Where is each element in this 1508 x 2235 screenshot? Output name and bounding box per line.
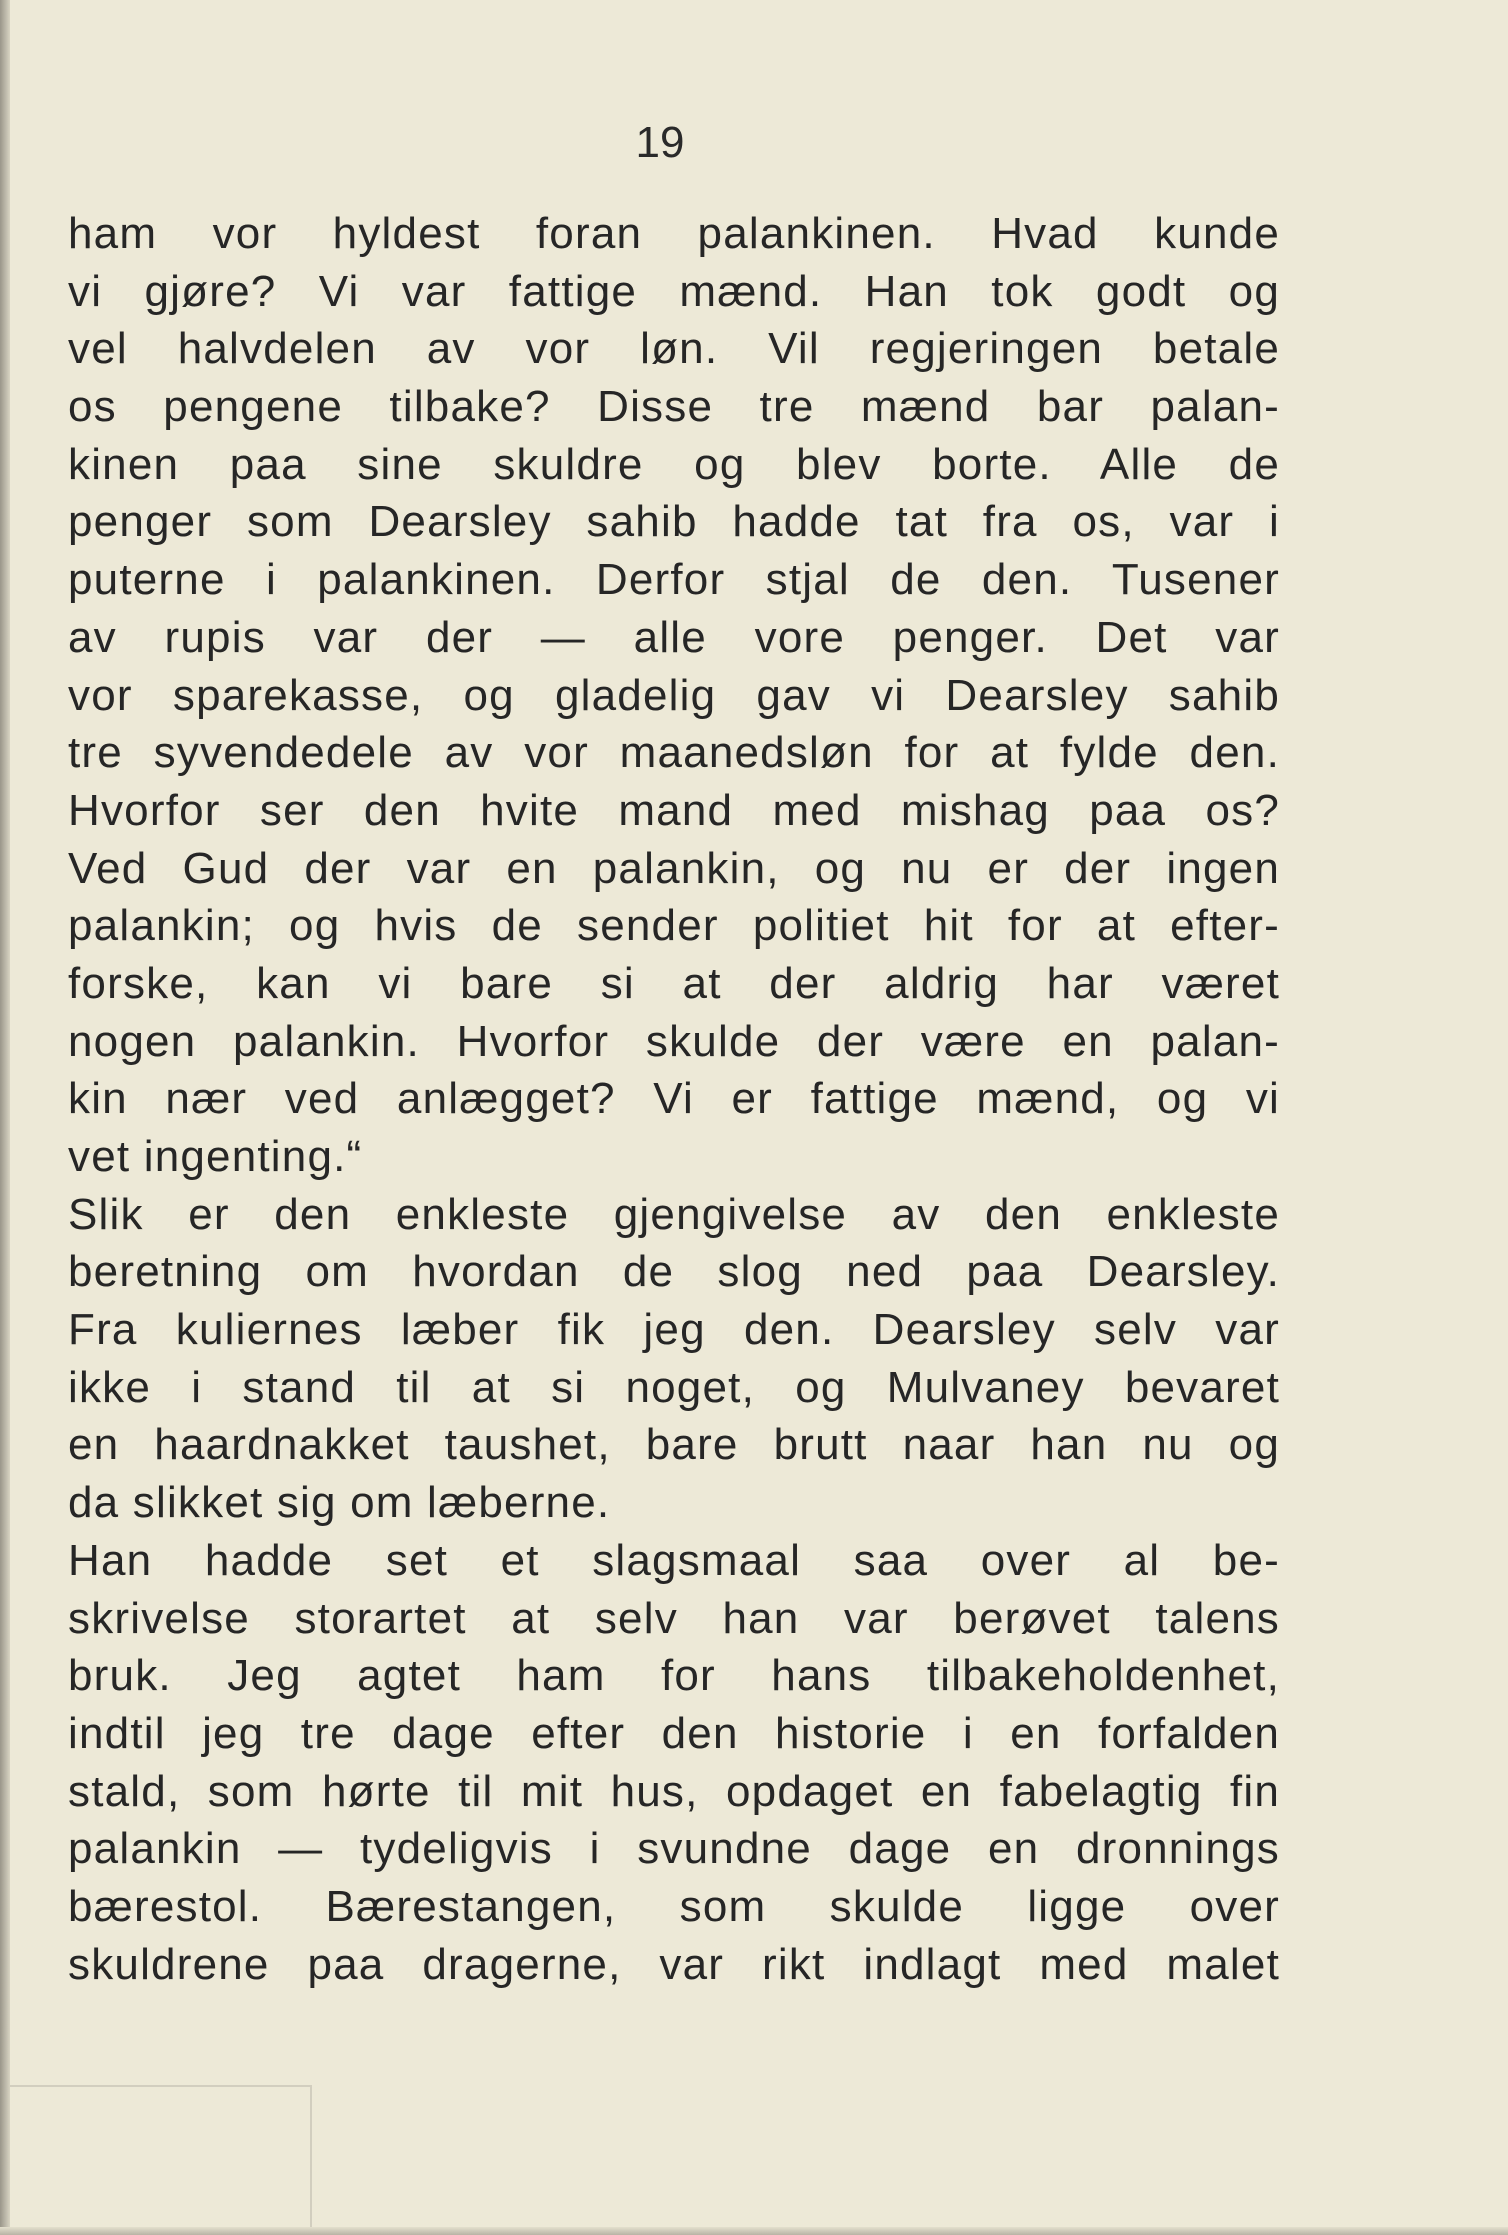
text-line: penger som Dearsley sahib hadde tat fra os, var i	[68, 497, 1280, 547]
text-line: bruk. Jeg agtet ham for hans tilbakeholdenhet,	[68, 1651, 1280, 1701]
text-line: vor sparekasse, og gladelig gav vi Dearsley sahib	[68, 670, 1280, 720]
text-line: da slikket sig om læberne.	[68, 1478, 611, 1528]
text-line: Han hadde set et slagsmaal saa over al be-	[68, 1535, 1280, 1585]
text-line: nogen palankin. Hvorfor skulde der være en palan-	[68, 1016, 1280, 1066]
text-line: ham vor hyldest foran palankinen. Hvad kunde	[68, 209, 1280, 258]
text-line: beretning om hvordan de slog ned paa Dearsley.	[68, 1247, 1280, 1297]
text-line: en haardnakket taushet, bare brutt naar han nu og	[68, 1420, 1280, 1470]
text-line: tre syvendedele av vor maanedsløn for at fylde den.	[68, 728, 1280, 778]
text-line: skrivelse storartet at selv han var berøvet talens	[68, 1593, 1280, 1643]
text-line: Ved Gud der var en palankin, og nu er der ingen	[68, 843, 1280, 893]
text-line: forske, kan vi bare si at der aldrig har været	[68, 958, 1280, 1008]
text-line: vel halvdelen av vor løn. Vil regjeringen betale	[68, 324, 1280, 374]
text-line: kinen paa sine skuldre og blev borte. Alle de	[68, 439, 1280, 489]
text-line: ikke i stand til at si noget, og Mulvaney bevaret	[68, 1362, 1280, 1412]
text-line: palankin — tydeligvis i svundne dage en dronnings	[68, 1824, 1280, 1874]
text-line: stald, som hørte til mit hus, opdaget en fabelagtig fin	[68, 1766, 1280, 1816]
page-corner-mark	[10, 2085, 312, 2227]
page-binding-edge	[0, 0, 10, 2235]
text-line: Fra kuliernes læber fik jeg den. Dearsley selv var	[68, 1305, 1280, 1355]
text-line: puterne i palankinen. Derfor stjal de den. Tusener	[68, 555, 1280, 605]
text-line: av rupis var der — alle vore penger. Det var	[68, 612, 1280, 662]
text-line: palankin; og hvis de sender politiet hit for at efter-	[68, 901, 1280, 951]
text-line: vi gjøre? Vi var fattige mænd. Han tok godt og	[68, 266, 1280, 316]
text-line: kin nær ved anlægget? Vi er fattige mænd, og vi	[68, 1074, 1280, 1124]
text-line: Slik er den enkleste gjengivelse av den enkleste	[68, 1189, 1280, 1239]
text-line: bærestol. Bærestangen, som skulde ligge over	[68, 1881, 1280, 1931]
page-number: 19	[635, 118, 685, 167]
text-line: indtil jeg tre dage efter den historie i en forfalden	[68, 1708, 1280, 1758]
text-line: os pengene tilbake? Disse tre mænd bar palan-	[68, 382, 1280, 432]
text-line: Hvorfor ser den hvite mand med mishag paa os?	[68, 785, 1280, 835]
body-text	[68, 205, 1280, 1993]
text-line: vet ingenting.“	[68, 1132, 363, 1181]
page-bottom-edge	[0, 2227, 1508, 2235]
text-line: skuldrene paa dragerne, var rikt indlagt med malet	[68, 1939, 1280, 1989]
